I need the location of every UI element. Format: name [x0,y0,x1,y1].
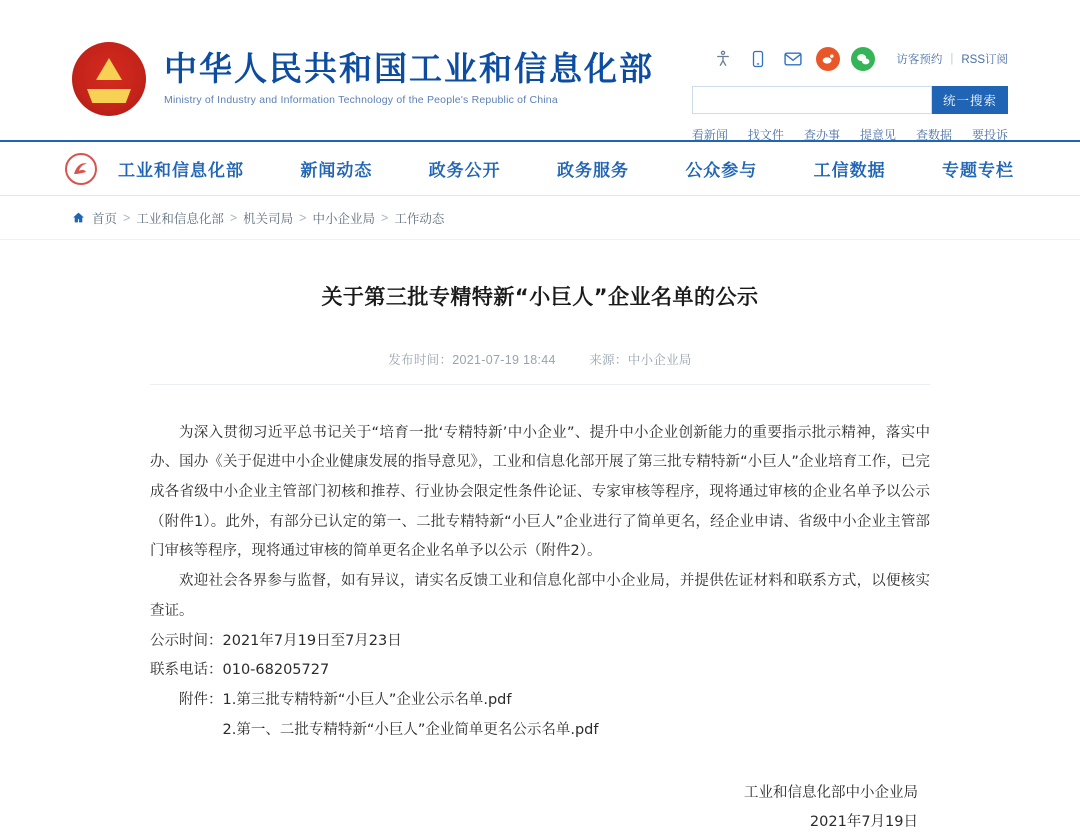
site-brand[interactable] [72,26,654,116]
nav-item-ministry[interactable]: 工业和信息化部 [118,161,244,180]
breadcrumb-separator: > [229,210,238,225]
notice-period: 公示时间：2021年7月19日至7月23日 [150,632,402,649]
search-button[interactable]: 统一搜索 [932,86,1008,114]
nav-item-data[interactable]: 工信数据 [813,161,886,180]
publish-time-value: 2021-07-19 18:44 [452,352,556,367]
ministry-logo-icon[interactable] [64,152,98,186]
quick-link-feedback[interactable]: 提意见 [859,128,896,142]
nav-item-topics[interactable]: 专题专栏 [941,161,1014,180]
nav-items [118,156,1020,181]
source-value: 中小企业局 [627,352,692,367]
rss-link[interactable]: RSS订阅 [961,54,1008,66]
header-icon-row [688,46,1008,72]
page-title: 关于第三批专精特新“小巨人”企业名单的公示 [321,285,759,309]
search-row [688,86,1008,114]
source-label: 来源： [589,352,628,367]
article [0,240,1080,837]
brand-title-en: Ministry of Industry and Information Technology of the People's Republic of China [164,94,558,107]
attachment-link-1[interactable]: 1.第三批专精特新“小巨人”企业公示名单.pdf [222,691,512,708]
header-top-links [896,51,1008,67]
attachment-line-2 [150,716,930,746]
header-quick-links [688,126,1008,143]
quick-link-complaint[interactable]: 要投诉 [971,128,1008,142]
attachments-label: 附件： [179,691,223,708]
signer-name: 工业和信息化部中小企业局 [744,785,918,802]
link-separator: | [950,53,954,65]
breadcrumb-separator: > [299,210,307,225]
breadcrumb-item-ministry[interactable]: 工业和信息化部 [136,211,224,226]
sign-date: 2021年7月19日 [809,814,918,831]
breadcrumb-item-sme-bureau[interactable]: 中小企业局 [312,211,375,226]
article-body [150,419,930,746]
meta-divider [150,384,930,385]
nav-item-services[interactable]: 政务服务 [556,161,629,180]
contact-phone: 联系电话：010-68205727 [150,662,330,679]
article-signoff [150,779,930,837]
mobile-icon[interactable] [746,47,770,71]
breadcrumb-item-home[interactable]: 首页 [92,211,118,226]
site-header [0,0,1080,140]
article-meta [150,350,930,368]
quick-link-services[interactable]: 查办事 [803,128,840,142]
breadcrumb-separator: > [381,210,389,225]
search-input[interactable] [692,86,932,114]
mail-icon[interactable] [781,47,805,71]
article-paragraph-1: 为深入贯彻习近平总书记关于“培育一批‘专精特新’中小企业”、提升中小企业创新能力的重要指示批示精神，落实中办、国办《关于促进中小企业健康发展的指导意见》，工业和信息化部开展了第三批专精特新“小巨人”企业培育工作，已完成各省级中小企业主管部门初核和推荐、行业协会限定性条件论证、专家审核等程序，现将通过审核的企业名单予以公示（附件1）。此外，有部分已认定的第一、二批专精特新“小巨人”企业进行了简单更名，经企业申请、省级中小企业主管部门审核等程序，现将通过审核的简单更名企业名单予以公示（附件2）。 [150,424,930,560]
breadcrumb-item-departments[interactable]: 机关司局 [243,211,294,226]
nav-item-participation[interactable]: 公众参与 [685,161,758,180]
brand-title-cn: 中华人民共和国工业和信息化部 [164,49,654,89]
header-right [688,26,1008,143]
breadcrumb-item-work-updates[interactable]: 工作动态 [394,211,445,226]
accessibility-icon[interactable] [711,47,735,71]
nav-item-news[interactable]: 新闻动态 [300,161,373,180]
home-icon[interactable] [72,211,85,224]
attachment-line-1 [150,686,930,716]
quick-link-news[interactable]: 看新闻 [691,128,728,142]
article-paragraph-2: 欢迎社会各界参与监督，如有异议，请实名反馈工业和信息化部中小企业局，并提供佐证材料和联系方式，以便核实查证。 [150,573,930,619]
brand-text [164,49,654,107]
breadcrumb-separator: > [123,210,131,225]
visitor-appointment-link[interactable]: 访客预约 [896,54,943,66]
wechat-icon[interactable] [851,47,875,71]
main-nav [0,140,1080,196]
publish-time-label: 发布时间： [388,352,453,367]
national-emblem-icon [72,42,146,116]
quick-link-data[interactable]: 查数据 [915,128,952,142]
quick-link-documents[interactable]: 找文件 [747,128,784,142]
nav-item-openness[interactable]: 政务公开 [428,161,501,180]
breadcrumb [0,196,1080,240]
weibo-icon[interactable] [816,47,840,71]
attachment-link-2[interactable]: 2.第一、二批专精特新“小巨人”企业简单更名公示名单.pdf [222,721,599,738]
